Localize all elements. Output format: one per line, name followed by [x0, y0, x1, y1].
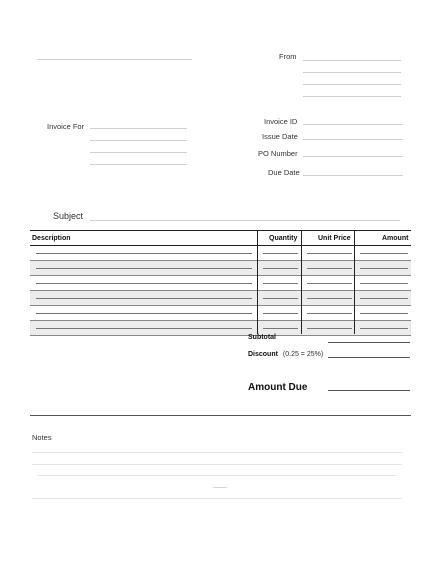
subtotal-field[interactable]	[328, 342, 410, 343]
discount-note: (0.25 = 25%)	[282, 351, 324, 358]
amount-cell[interactable]	[360, 283, 408, 284]
unit-price-cell[interactable]	[307, 313, 352, 314]
invoice-for-label: Invoice For	[47, 122, 85, 131]
issue-date-field[interactable]	[303, 139, 403, 140]
subject-field[interactable]	[90, 220, 400, 221]
quantity-cell[interactable]	[263, 298, 298, 299]
notes-line-2[interactable]	[32, 464, 402, 465]
invoice-for-line-4[interactable]	[90, 164, 187, 165]
description-cell[interactable]	[36, 253, 252, 254]
subject-label: Subject	[53, 211, 84, 221]
subtotal-label: Subtotal	[248, 334, 276, 341]
items-table	[30, 230, 411, 336]
notes-line-4[interactable]	[32, 498, 402, 499]
from-line-4[interactable]	[303, 96, 401, 97]
unit-price-cell[interactable]	[307, 298, 352, 299]
amount-cell[interactable]	[360, 253, 408, 254]
amount-cell[interactable]	[360, 298, 408, 299]
col-header-quantity: Quantity	[269, 235, 298, 242]
quantity-cell[interactable]	[263, 268, 298, 269]
quantity-cell[interactable]	[263, 283, 298, 284]
notes-line-3[interactable]	[38, 475, 396, 476]
unit-price-cell[interactable]	[307, 328, 352, 329]
from-line-1[interactable]	[303, 60, 401, 61]
from-line-2[interactable]	[303, 72, 401, 73]
notes-mark	[213, 487, 227, 488]
description-cell[interactable]	[36, 283, 252, 284]
description-cell[interactable]	[36, 328, 252, 329]
description-cell[interactable]	[36, 268, 252, 269]
notes-line-1[interactable]	[32, 452, 402, 453]
description-cell[interactable]	[36, 298, 252, 299]
issue-date-label: Issue Date	[262, 132, 298, 141]
po-number-field[interactable]	[303, 156, 403, 157]
amount-cell[interactable]	[360, 313, 408, 314]
quantity-cell[interactable]	[263, 253, 298, 254]
col-header-description: Description	[32, 235, 71, 242]
po-number-label: PO Number	[258, 149, 298, 158]
invoice-id-label: Invoice ID	[264, 117, 298, 126]
col-divider-1	[257, 230, 258, 334]
discount-field[interactable]	[328, 357, 410, 358]
col-header-unit-price: Unit Price	[318, 235, 351, 242]
amount-cell[interactable]	[360, 268, 408, 269]
col-divider-2	[301, 230, 302, 334]
unit-price-cell[interactable]	[307, 283, 352, 284]
invoice-for-line-3[interactable]	[90, 152, 187, 153]
invoice-id-field[interactable]	[303, 124, 403, 125]
notes-label: Notes	[32, 433, 52, 442]
due-date-field[interactable]	[303, 175, 403, 176]
discount-label: Discount	[248, 351, 278, 358]
quantity-cell[interactable]	[263, 328, 298, 329]
quantity-cell[interactable]	[263, 313, 298, 314]
amount-due-label: Amount Due	[248, 382, 308, 393]
company-name-line[interactable]	[37, 59, 192, 60]
description-cell[interactable]	[36, 313, 252, 314]
notes-separator	[30, 415, 411, 416]
col-header-amount: Amount	[382, 235, 409, 242]
invoice-for-line-2[interactable]	[90, 140, 187, 141]
invoice-for-line-1[interactable]	[90, 128, 187, 129]
unit-price-cell[interactable]	[307, 253, 352, 254]
from-label: From	[279, 52, 297, 61]
due-date-label: Due Date	[268, 168, 300, 177]
discount-row	[248, 351, 323, 358]
unit-price-cell[interactable]	[307, 268, 352, 269]
from-line-3[interactable]	[303, 84, 401, 85]
col-divider-3	[354, 230, 355, 334]
amount-cell[interactable]	[360, 328, 408, 329]
amount-due-field[interactable]	[328, 390, 410, 391]
